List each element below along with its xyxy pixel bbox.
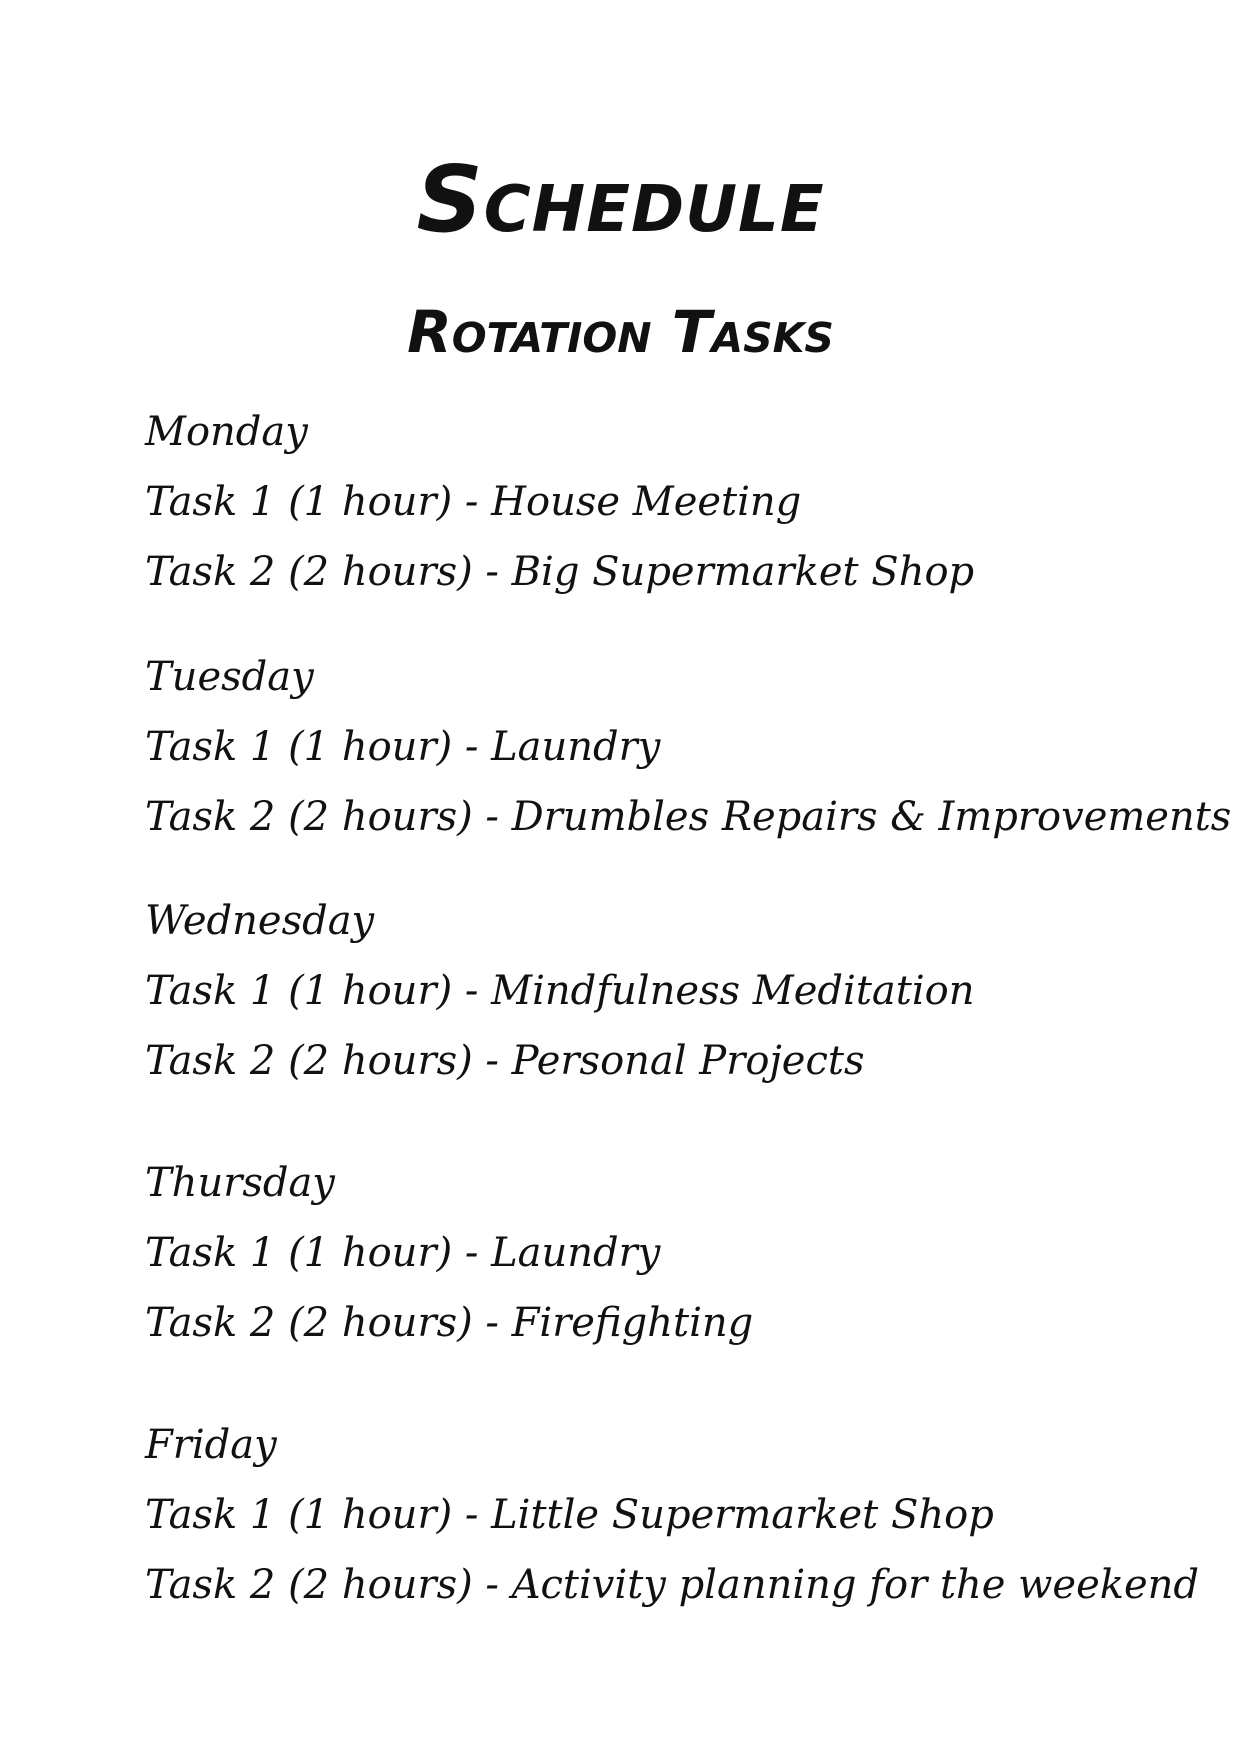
task-item: Task 2 (2 hours) - Drumbles Repairs & Improvements — [145, 794, 1232, 840]
day-name: Monday — [145, 409, 308, 455]
day-name: Thursday — [145, 1160, 335, 1206]
task-item: Task 1 (1 hour) - House Meeting — [145, 479, 802, 525]
task-item: Task 1 (1 hour) - Laundry — [145, 1230, 661, 1276]
page-title: Schedule — [416, 146, 825, 253]
day-section-tuesday — [145, 642, 1232, 852]
day-section-thursday — [145, 1148, 1145, 1358]
day-name: Tuesday — [145, 654, 314, 700]
day-name: Wednesday — [145, 898, 375, 944]
task-item: Task 2 (2 hours) - Activity planning for the weekend — [145, 1562, 1200, 1608]
task-item: Task 1 (1 hour) - Mindfulness Meditation — [145, 968, 975, 1014]
task-item: Task 2 (2 hours) - Firefighting — [145, 1300, 754, 1346]
day-section-monday — [145, 397, 1145, 607]
day-section-friday — [145, 1410, 1200, 1620]
task-item: Task 2 (2 hours) - Big Supermarket Shop — [145, 549, 975, 595]
task-item: Task 1 (1 hour) - Little Supermarket Shop — [145, 1492, 994, 1538]
day-name: Friday — [145, 1422, 277, 1468]
day-section-wednesday — [145, 886, 1145, 1096]
task-item: Task 1 (1 hour) - Laundry — [145, 724, 661, 770]
task-item: Task 2 (2 hours) - Personal Projects — [145, 1038, 865, 1084]
page-subtitle: Rotation Tasks — [407, 298, 834, 366]
